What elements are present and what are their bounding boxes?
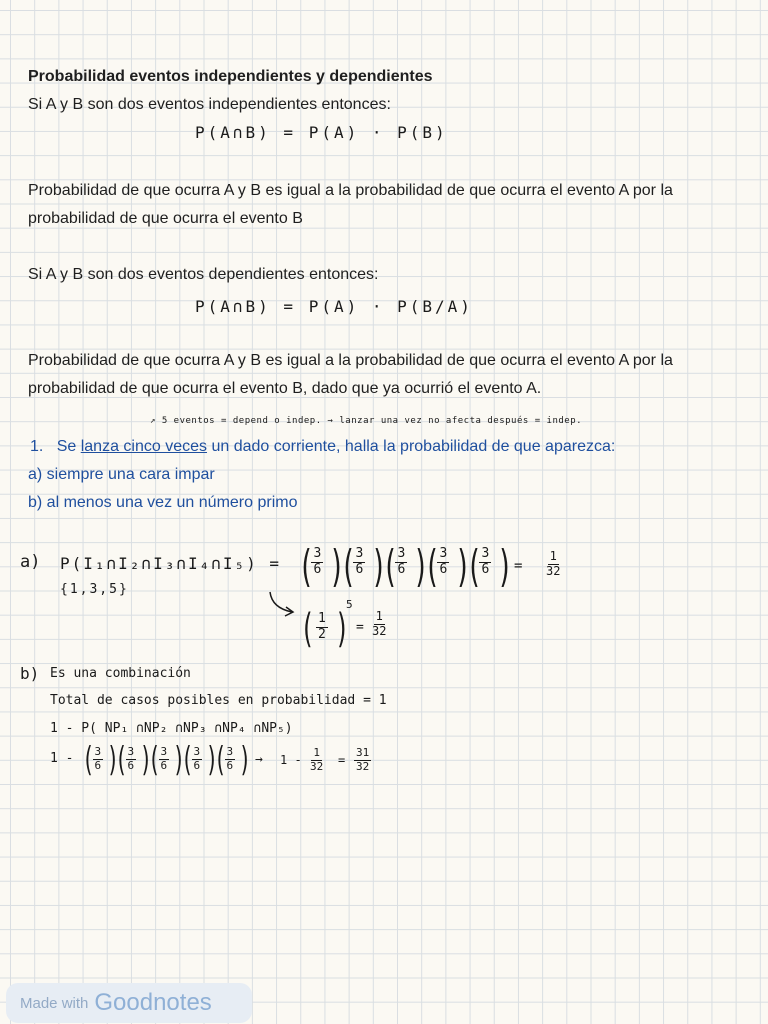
solution-a-factor-fraction — [353, 547, 365, 578]
solution-a-set: {1,3,5} — [60, 582, 129, 597]
solution-b-factor-right-paren: ) — [240, 740, 249, 780]
dependent-explanation-line1: Probabilidad de que ocurra A y B es igual a la probabilidad de que ocurra el evento A por la — [28, 352, 673, 369]
curved-arrow-icon — [262, 588, 302, 620]
solution-b-factor-fraction — [159, 746, 170, 772]
solution-a-factor-left-paren: ( — [343, 541, 354, 592]
solution-a-result-denominator: 32 — [546, 563, 561, 578]
solution-b-factor-fraction-numerator: 3 — [127, 745, 135, 758]
independent-explanation-line1: Probabilidad de que ocurra A y B es igual a la probabilidad de que ocurra el evento A por la — [28, 182, 673, 199]
solution-a-expression: P(I₁∩I₂∩I₃∩I₄∩I₅) = — [60, 554, 282, 573]
solution-b-arrow: → — [255, 752, 263, 767]
exercise-statement-pre: Se — [56, 438, 77, 455]
solution-a-factor-fraction-denominator: 6 — [481, 561, 490, 577]
solution-b-factor-fraction-denominator: 6 — [193, 758, 201, 772]
solution-b-minus-fraction-denominator: 32 — [310, 759, 324, 773]
solution-b-line3: 1 - P( NP₁ ∩NP₂ ∩NP₃ ∩NP₄ ∩NP₅) — [50, 721, 293, 736]
alt-left-paren: ( — [303, 606, 313, 652]
independent-explanation-line2: probabilidad de que ocurra el evento B — [28, 210, 303, 227]
solution-b-one-minus: 1 - — [280, 753, 302, 767]
solution-a-alt-fraction — [316, 612, 328, 643]
independent-intro: Si A y B son dos eventos independientes entonces: — [28, 96, 391, 113]
solution-b-factor-fraction-denominator: 6 — [160, 758, 168, 772]
solution-b-line2: Total de casos posibles en probabilidad = 1 — [50, 693, 387, 708]
solution-a-factor-right-paren: ) — [373, 541, 384, 592]
solution-a-result-numerator: 1 — [549, 549, 557, 563]
solution-a-equals: = — [514, 558, 523, 574]
exercise-number: 1. — [30, 438, 44, 455]
independent-formula: P(A∩B) = P(A) · P(B) — [195, 123, 448, 142]
solution-a-factor-fraction-numerator: 3 — [313, 546, 322, 561]
exercise-statement — [30, 437, 615, 457]
solution-b-minus-fraction-numerator: 1 — [313, 746, 320, 759]
solution-b-factor-fraction-numerator: 3 — [94, 745, 102, 758]
solution-a-factor-fraction-numerator: 3 — [481, 546, 490, 561]
solution-b-factor-fraction-numerator: 3 — [160, 745, 168, 758]
solution-a-factor-left-paren: ( — [427, 541, 438, 592]
solution-a-alt-exponent: 5 — [346, 598, 353, 611]
solution-b-factor-fraction-denominator: 6 — [127, 758, 135, 772]
solution-a-factor-fraction-numerator: 3 — [397, 546, 406, 561]
solution-a-factor-fraction-denominator: 6 — [397, 561, 406, 577]
dependent-explanation-line2: probabilidad de que ocurra el evento B, dado que ya ocurrió el evento A. — [28, 380, 542, 397]
solution-b-line1: Es una combinación — [50, 666, 191, 681]
solution-b-result — [354, 747, 371, 773]
solution-b-factor-right-paren: ) — [207, 740, 216, 780]
solution-b-factor-right-paren: ) — [108, 740, 117, 780]
solution-a-alt-equals: = — [356, 620, 364, 635]
solution-a-alt-result — [370, 610, 388, 639]
solution-a-factor-fraction — [437, 547, 449, 578]
exercise-statement-underlined: lanza cinco veces — [80, 438, 208, 455]
solution-b-factor-fraction-denominator: 6 — [226, 758, 234, 772]
solution-a-factor-fraction-denominator: 6 — [439, 561, 448, 577]
solution-b-equals: = — [338, 753, 346, 767]
solution-b-prefix: 1 - — [50, 751, 74, 766]
dependent-intro: Si A y B son dos eventos dependientes entonces: — [28, 266, 379, 283]
solution-b-label: b) — [20, 664, 40, 683]
solution-b-factor-left-paren: ( — [216, 740, 225, 780]
solution-b-factor-fraction-numerator: 3 — [226, 745, 234, 758]
handwritten-note: ↗ 5 eventos = depend o indep. → lanzar una vez no afecta después = indep. — [150, 416, 583, 426]
solution-b-factor-fraction — [192, 746, 203, 772]
dependent-formula: P(A∩B) = P(A) · P(B/A) — [195, 297, 473, 316]
solution-b-minus-fraction — [308, 747, 325, 773]
solution-b-factor-right-paren: ) — [174, 740, 183, 780]
solution-a-factor-fraction — [479, 547, 491, 578]
solution-b-factor-fraction — [93, 746, 104, 772]
exercise-part-b: b) al menos una vez un número primo — [28, 494, 298, 511]
solution-b-factor-fraction-numerator: 3 — [193, 745, 201, 758]
solution-a-factor-fraction — [311, 547, 323, 578]
solution-a-alt-result-numerator: 1 — [375, 609, 383, 623]
exercise-part-a: a) siempre una cara impar — [28, 466, 215, 483]
solution-b-result-numerator: 31 — [356, 746, 370, 759]
solution-b-factor-fraction — [225, 746, 236, 772]
solution-a-factor-right-paren: ) — [457, 541, 468, 592]
solution-b-factor-left-paren: ( — [84, 740, 93, 780]
solution-a-result — [544, 550, 562, 579]
solution-a-factor-fraction-denominator: 6 — [355, 561, 364, 577]
goodnotes-logo: Goodnotes — [94, 989, 212, 1016]
goodnotes-watermark — [6, 983, 252, 1023]
solution-b-factor-left-paren: ( — [117, 740, 126, 780]
solution-a-factor-right-paren: ) — [415, 541, 426, 592]
solution-a-factor-fraction-denominator: 6 — [313, 561, 322, 577]
solution-a-factor-left-paren: ( — [301, 541, 312, 592]
page-title: Probabilidad eventos independientes y dependientes — [28, 68, 433, 85]
solution-a-alt-result-denominator: 32 — [372, 623, 387, 638]
solution-b-factor-fraction — [126, 746, 137, 772]
solution-a-factor-fraction-numerator: 3 — [355, 546, 364, 561]
solution-a-factor-right-paren: ) — [331, 541, 342, 592]
solution-b-factor-left-paren: ( — [150, 740, 159, 780]
solution-a-alt-denominator: 2 — [318, 626, 326, 642]
solution-a-factor-fraction-numerator: 3 — [439, 546, 448, 561]
solution-a-factor-left-paren: ( — [469, 541, 480, 592]
solution-a-factor-fraction — [395, 547, 407, 578]
solution-b-result-denominator: 32 — [356, 759, 370, 773]
solution-a-alt-numerator: 1 — [318, 611, 326, 626]
solution-b-factor-left-paren: ( — [183, 740, 192, 780]
solution-b-factor-fraction-denominator: 6 — [94, 758, 102, 772]
watermark-prefix: Made with — [20, 994, 89, 1012]
alt-right-paren: ) — [337, 606, 347, 652]
solution-a-factor-right-paren: ) — [499, 541, 510, 592]
exercise-statement-post: un dado corriente, halla la probabilidad de que aparezca: — [211, 438, 616, 455]
solution-b-factor-right-paren: ) — [141, 740, 150, 780]
solution-a-factor-left-paren: ( — [385, 541, 396, 592]
solution-a-label: a) — [20, 552, 41, 572]
